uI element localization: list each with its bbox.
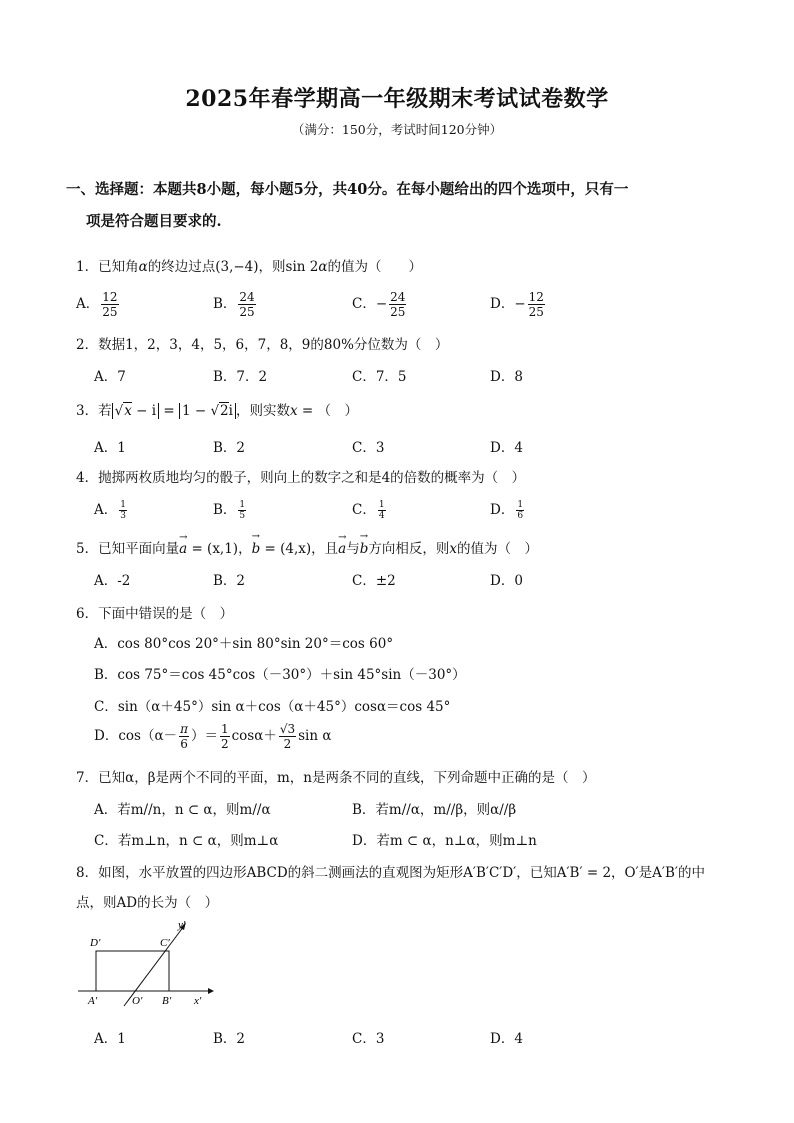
- question-8-line-1: 8．如图，水平放置的四边形ABCD的斜二测画法的直观图为矩形A′B′C′D′，已知A′B′ = 2，O′是A′B′的中: [76, 865, 705, 881]
- q1-alpha-2: α: [318, 259, 328, 275]
- q8-option-b: B．2: [213, 1031, 246, 1047]
- label-b: B′: [162, 995, 172, 1007]
- exam-title: 2025年春学期高一年级期末考试试卷数学: [185, 86, 609, 112]
- q5-option-b: B．2: [213, 573, 246, 589]
- x-axis-arrow: [208, 988, 214, 994]
- q3-option-b: B．2: [213, 440, 246, 456]
- question-3-stem: 3．若 √x − i = 1 − √2i ，则实数x = （ ）: [76, 403, 358, 419]
- question-8-line-2: 点，则AD的长为（ ）: [76, 895, 219, 911]
- q2-option-a: A．7: [94, 369, 126, 385]
- q4-option-b: B． $\frac{1}{5}$: [213, 500, 246, 521]
- q7-option-c: C．若m⊥n，n ⊂ α，则m⊥α: [94, 833, 279, 849]
- q1-text-1: 1．已知角: [76, 259, 139, 275]
- q1-point: (3,−4): [215, 259, 259, 275]
- label-y: y′: [178, 919, 186, 931]
- question-2-stem: 2．数据1，2，3，4，5，6，7，8，9的80%分位数为（ ）: [76, 337, 449, 353]
- q4-option-d: D． $\frac{1}{6}$: [490, 500, 524, 521]
- exam-subtitle: （满分：150分，考试时间120分钟）: [291, 122, 503, 137]
- q1-option-d: D．− $\frac{12}{25}$: [490, 290, 544, 319]
- q1-alpha: α: [138, 259, 148, 275]
- q4-option-c: C． $\frac{1}{4}$: [352, 500, 385, 521]
- q7-option-a: A．若m//n，n ⊂ α，则m//α: [94, 802, 271, 818]
- question-4-stem: 4．抛掷两枚质地均匀的骰子，则向上的数字之和是4的倍数的概率为（ ）: [76, 470, 526, 486]
- q7-option-b: B．若m//α，m//β，则α//β: [352, 802, 517, 818]
- q6-option-d: D．cos（α－ $\frac{\pi}{6}$ ）＝ $\frac{1}{2}$ cosα＋ $\frac{√3}{2}$ sin α: [94, 722, 332, 751]
- q8-option-a: A．1: [94, 1031, 126, 1047]
- q3-abs-left: √x − i: [112, 403, 159, 419]
- q5-option-a: A．-2: [94, 573, 131, 589]
- q6-option-b: B．cos 75°＝cos 45°cos（－30°）＋sin 45°sin（－30°）: [94, 667, 466, 683]
- q3-option-a: A．1: [94, 440, 126, 456]
- question-1-stem: [76, 255, 422, 275]
- section-1-line-2: 项是符合题目要求的.: [86, 213, 222, 230]
- q6-option-a: A．cos 80°cos 20°＋sin 80°sin 20°＝cos 60°: [94, 636, 394, 652]
- q6-option-c: C．sin（α＋45°）sin α＋cos（α＋45°）cosα＝cos 45°: [94, 699, 451, 715]
- q2-option-d: D．8: [490, 369, 523, 385]
- q4-option-a: A． $\frac{1}{3}$: [94, 500, 126, 521]
- q1-option-b: B． $\frac{24}{25}$: [213, 290, 255, 319]
- q1-option-c: C．− $\frac{24}{25}$: [352, 290, 406, 319]
- q8-option-c: C．3: [352, 1031, 385, 1047]
- q5-option-c: C．±2: [352, 573, 396, 589]
- q7-option-d: D．若m ⊂ α，n⊥α，则m⊥n: [352, 833, 537, 849]
- q1-text-3: ，则sin 2: [258, 259, 319, 275]
- q3-option-c: C．3: [352, 440, 385, 456]
- label-d: D′: [90, 937, 101, 949]
- q3-option-d: D．4: [490, 440, 523, 456]
- section-1-line-1: 一、选择题：本题共8小题，每小题5分，共40分。在每小题给出的四个选项中，只有一: [66, 181, 629, 198]
- y-axis-line: [124, 926, 184, 1006]
- q2-option-b: B．7．2: [213, 369, 268, 385]
- rectangle-abcd: [96, 951, 169, 991]
- question-6-stem: 6．下面中错误的是（ ）: [76, 606, 234, 622]
- q1-text-4: 的值为（ ）: [327, 259, 422, 275]
- section-1-heading: [66, 174, 726, 238]
- question-5-stem: 5．已知平面向量a → = (x,1)，b → = (4,x)，且a → 与b → 方向相反，则x的值为（ ）: [76, 531, 538, 557]
- q1-text-2: 的终边过点: [147, 259, 216, 275]
- q1-option-a: A． $\frac{12}{25}$: [76, 290, 118, 319]
- label-c: C′: [160, 937, 170, 949]
- label-x: x′: [194, 995, 202, 1007]
- label-o: O′: [132, 995, 143, 1007]
- q8-option-d: D．4: [490, 1031, 523, 1047]
- oblique-projection-figure: [76, 918, 216, 1010]
- q5-option-d: D．0: [490, 573, 523, 589]
- label-a: A′: [88, 995, 98, 1007]
- q3-abs-right: 1 − √2i: [179, 403, 236, 419]
- q2-option-c: C．7．5: [352, 369, 407, 385]
- question-7-stem: 7．已知α，β是两个不同的平面，m，n是两条不同的直线，下列命题中正确的是（ ）: [76, 770, 596, 786]
